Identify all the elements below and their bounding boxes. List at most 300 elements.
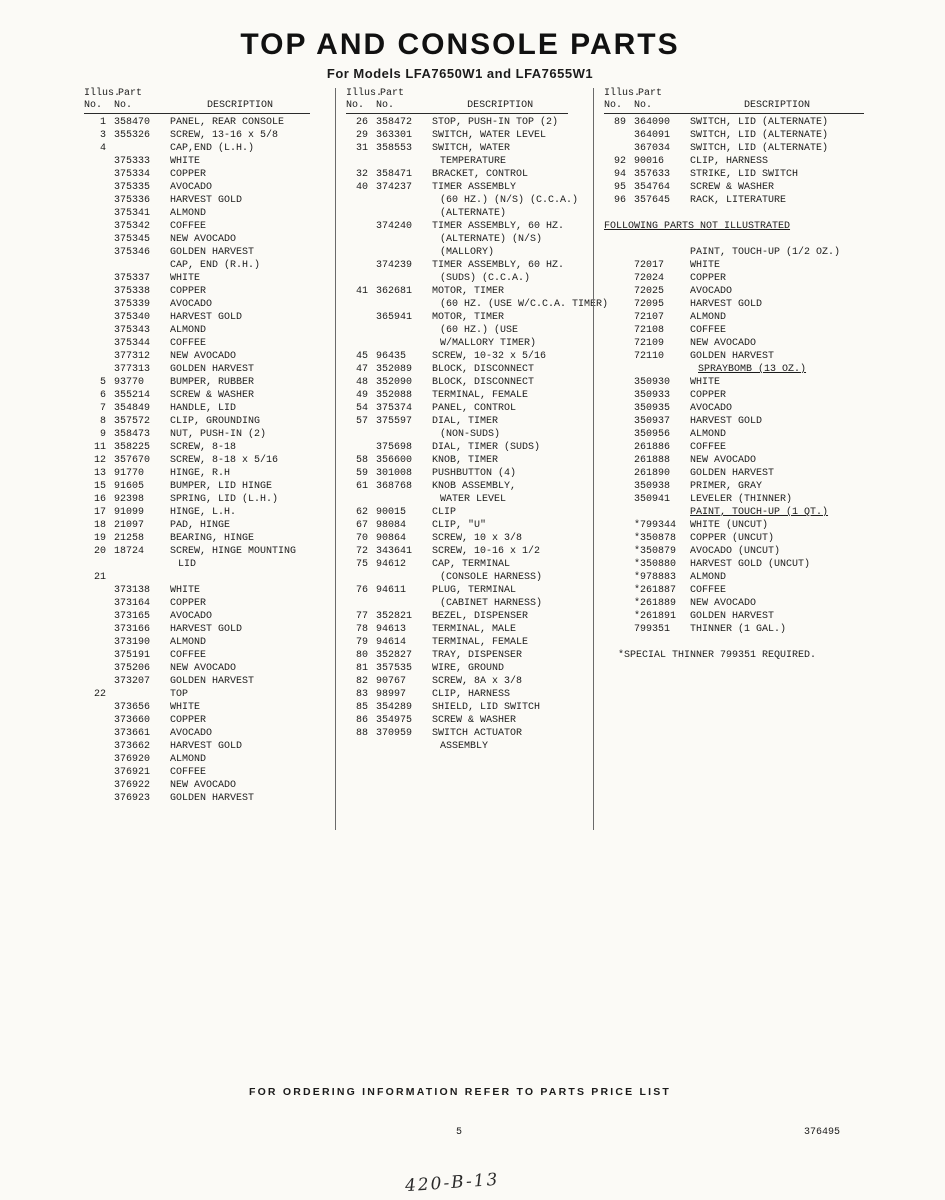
illus-no <box>346 246 376 259</box>
table-row <box>84 168 335 181</box>
description: WHITE <box>170 156 201 167</box>
document-number: 376495 <box>803 1127 840 1138</box>
table-row <box>84 441 335 454</box>
description: TOP <box>170 689 189 700</box>
table-row <box>84 480 335 493</box>
table-row <box>84 155 335 168</box>
part-no: 18724 <box>114 546 145 557</box>
illus-no: 94 <box>613 169 626 180</box>
illus-no <box>346 597 376 610</box>
part-no <box>376 571 432 584</box>
part-no: 375345 <box>114 234 151 245</box>
illus-no: 62 <box>355 507 368 518</box>
part-no: 375206 <box>114 663 151 674</box>
illus-no <box>604 506 634 519</box>
illus-no <box>84 337 114 350</box>
part-no: 376921 <box>114 767 151 778</box>
table-row <box>604 220 893 233</box>
description: DIAL, TIMER <box>432 416 499 427</box>
illus-no <box>84 662 114 675</box>
table-row <box>346 194 593 207</box>
illus-no <box>84 324 114 337</box>
table-row <box>84 259 335 272</box>
description: TERMINAL, FEMALE <box>432 637 529 648</box>
description: SCREW, 10-32 x 5/16 <box>432 351 547 362</box>
part-no: 375335 <box>114 182 151 193</box>
part-no <box>114 142 170 155</box>
table-row <box>84 727 335 740</box>
description: CLIP, HARNESS <box>432 689 511 700</box>
part-no: *350879 <box>634 546 677 557</box>
description: GOLDEN HARVEST <box>690 611 775 622</box>
table-row <box>346 402 593 415</box>
table-row <box>604 194 893 207</box>
illus-no: 3 <box>99 130 106 141</box>
part-no <box>376 233 432 246</box>
description: NEW AVOCADO <box>170 351 237 362</box>
illus-no: 32 <box>355 169 368 180</box>
illus-no: 75 <box>355 559 368 570</box>
table-row <box>346 714 593 727</box>
part-no: 350941 <box>634 494 671 505</box>
part-no: 358473 <box>114 429 151 440</box>
table-row <box>84 233 335 246</box>
description: STRIKE, LID SWITCH <box>690 169 799 180</box>
illus-no: 88 <box>355 728 368 739</box>
table-row <box>84 688 335 701</box>
header-part-label: Part <box>118 88 143 99</box>
table-row <box>346 597 593 610</box>
part-no: 364090 <box>634 117 671 128</box>
table-row <box>604 142 893 155</box>
header-no-label: No. <box>346 100 365 111</box>
table-row <box>84 285 335 298</box>
header-description-label: DESCRIPTION <box>467 100 534 111</box>
part-no <box>376 740 432 753</box>
description: GOLDEN HARVEST <box>170 247 255 258</box>
table-row <box>346 493 593 506</box>
description: AVOCADO <box>690 286 733 297</box>
part-no: 90864 <box>376 533 407 544</box>
table-row <box>604 623 893 636</box>
header-no-label: No. <box>114 100 133 111</box>
description: (CONSOLE HARNESS) <box>440 572 543 583</box>
table-row <box>84 220 335 233</box>
table-row <box>604 519 893 532</box>
part-no: 94614 <box>376 637 407 648</box>
illus-no <box>84 272 114 285</box>
part-no <box>376 428 432 441</box>
illus-no: 61 <box>355 481 368 492</box>
illus-no <box>84 636 114 649</box>
table-row <box>346 454 593 467</box>
table-row <box>346 428 593 441</box>
table-row <box>346 558 593 571</box>
illus-no: 13 <box>93 468 106 479</box>
parts-rows <box>604 116 893 662</box>
illus-no <box>604 610 634 623</box>
table-row <box>604 610 893 623</box>
table-row <box>84 623 335 636</box>
illus-no <box>604 272 634 285</box>
part-no <box>376 207 432 220</box>
part-no: 373165 <box>114 611 151 622</box>
description: TEMPERATURE <box>440 156 507 167</box>
part-no: 72109 <box>634 338 665 349</box>
illus-no <box>604 519 634 532</box>
part-no: 365941 <box>376 312 413 323</box>
parts-rows <box>84 116 335 805</box>
table-row <box>84 337 335 350</box>
illus-no: 16 <box>93 494 106 505</box>
part-no: 375342 <box>114 221 151 232</box>
part-no: 354289 <box>376 702 413 713</box>
part-no: 92398 <box>114 494 145 505</box>
description: HINGE, R.H <box>170 468 231 479</box>
description: COPPER <box>690 273 727 284</box>
table-row <box>84 766 335 779</box>
description: GOLDEN HARVEST <box>690 468 775 479</box>
description: CAP, TERMINAL <box>432 559 511 570</box>
table-row <box>346 207 593 220</box>
description: (60 HZ. (USE W/C.C.A. TIMER) <box>440 299 609 310</box>
table-row <box>84 506 335 519</box>
part-no: 352088 <box>376 390 413 401</box>
illus-no: 19 <box>93 533 106 544</box>
description: TRAY, DISPENSER <box>432 650 523 661</box>
table-row <box>346 727 593 740</box>
illus-no <box>604 480 634 493</box>
part-no: 373662 <box>114 741 151 752</box>
table-row <box>604 337 893 350</box>
part-no: 375340 <box>114 312 151 323</box>
description: NEW AVOCADO <box>170 234 237 245</box>
description: ALMOND <box>690 429 727 440</box>
illus-no <box>604 363 634 376</box>
table-row <box>346 584 593 597</box>
illus-no <box>346 428 376 441</box>
description: ALMOND <box>690 572 727 583</box>
part-no: 355214 <box>114 390 151 401</box>
illus-no <box>346 194 376 207</box>
part-no: 354975 <box>376 715 413 726</box>
part-no: 352090 <box>376 377 413 388</box>
description: PRIMER, GRAY <box>690 481 763 492</box>
table-row <box>604 129 893 142</box>
part-no: 376923 <box>114 793 151 804</box>
ordering-note: FOR ORDERING INFORMATION REFER TO PARTS PRICE LIST <box>248 1086 672 1098</box>
table-row <box>604 467 893 480</box>
table-row <box>604 311 893 324</box>
part-no: 350956 <box>634 429 671 440</box>
description: AVOCADO <box>690 403 733 414</box>
illus-no <box>604 532 634 545</box>
part-no <box>114 259 170 272</box>
table-row <box>604 428 893 441</box>
illus-no: 82 <box>355 676 368 687</box>
part-no: 355326 <box>114 130 151 141</box>
illus-no <box>604 337 634 350</box>
part-no: 375338 <box>114 286 151 297</box>
illus-no: 59 <box>355 468 368 479</box>
part-no <box>634 363 690 376</box>
part-no: 357633 <box>634 169 671 180</box>
description: (60 HZ.) (USE <box>440 325 519 336</box>
part-no: 357535 <box>376 663 413 674</box>
illus-no <box>84 610 114 623</box>
description: HARVEST GOLD <box>690 299 763 310</box>
table-row <box>346 441 593 454</box>
header-no-label: No. <box>634 100 653 111</box>
table-row <box>346 376 593 389</box>
illus-no <box>346 298 376 311</box>
part-no: 354764 <box>634 182 671 193</box>
table-row <box>84 649 335 662</box>
illus-no <box>84 259 114 272</box>
illus-no <box>604 545 634 558</box>
table-row <box>604 558 893 571</box>
table-row <box>604 116 893 129</box>
description: SCREW, 8A x 3/8 <box>432 676 523 687</box>
part-no: 375337 <box>114 273 151 284</box>
part-no: 96435 <box>376 351 407 362</box>
table-row <box>84 246 335 259</box>
description: HARVEST GOLD <box>170 312 243 323</box>
part-no: 375346 <box>114 247 151 258</box>
illus-no <box>346 233 376 246</box>
part-no: 373656 <box>114 702 151 713</box>
header-part-label: Part <box>380 88 405 99</box>
header-description-label: DESCRIPTION <box>744 100 811 111</box>
table-row <box>604 389 893 402</box>
description: CAP, END (R.H.) <box>170 260 261 271</box>
illus-no <box>346 220 376 233</box>
illus-no <box>346 311 376 324</box>
table-row <box>84 662 335 675</box>
part-no <box>376 155 432 168</box>
description: SCREW & WASHER <box>432 715 517 726</box>
part-no: 72107 <box>634 312 665 323</box>
table-row <box>84 142 335 155</box>
illus-no <box>84 649 114 662</box>
table-row <box>604 298 893 311</box>
table-row <box>84 298 335 311</box>
illus-no <box>84 753 114 766</box>
part-no: 21097 <box>114 520 145 531</box>
table-row <box>84 181 335 194</box>
part-no: 377312 <box>114 351 151 362</box>
part-no: 373138 <box>114 585 151 596</box>
table-row <box>604 649 893 662</box>
illus-no <box>84 155 114 168</box>
illus-no: 83 <box>355 689 368 700</box>
description: SCREW, 8-18 x 5/16 <box>170 455 279 466</box>
column-header-line1 <box>84 88 310 100</box>
illus-no: 77 <box>355 611 368 622</box>
illus-no: 70 <box>355 533 368 544</box>
illus-no: 72 <box>355 546 368 557</box>
part-no: 72024 <box>634 273 665 284</box>
part-no: 368768 <box>376 481 413 492</box>
illus-no <box>84 597 114 610</box>
part-no: 358470 <box>114 117 151 128</box>
table-row <box>84 558 335 571</box>
description: STOP, PUSH-IN TOP (2) <box>432 117 559 128</box>
illus-no: 80 <box>355 650 368 661</box>
part-no: 374239 <box>376 260 413 271</box>
description: AVOCADO <box>170 299 213 310</box>
table-row <box>346 285 593 298</box>
description: ALMOND <box>170 637 207 648</box>
part-no: 90016 <box>634 156 665 167</box>
illus-no <box>604 129 634 142</box>
table-row <box>346 623 593 636</box>
illus-no <box>84 298 114 311</box>
table-row <box>604 363 893 376</box>
part-no: 90767 <box>376 676 407 687</box>
part-no: *261887 <box>634 585 677 596</box>
illus-no: 57 <box>355 416 368 427</box>
part-no: 376920 <box>114 754 151 765</box>
illus-no: 45 <box>355 351 368 362</box>
illus-no: 40 <box>355 182 368 193</box>
illus-no <box>346 155 376 168</box>
table-row <box>346 545 593 558</box>
column-header <box>84 88 310 114</box>
part-no: 375334 <box>114 169 151 180</box>
illus-no: 7 <box>99 403 106 414</box>
table-row <box>84 545 335 558</box>
description: AVOCADO (UNCUT) <box>690 546 781 557</box>
part-no: 352089 <box>376 364 413 375</box>
description: NEW AVOCADO <box>170 663 237 674</box>
table-row <box>346 324 593 337</box>
parts-column-1 <box>80 88 335 830</box>
table-row <box>346 181 593 194</box>
part-no <box>376 493 432 506</box>
description: COPPER <box>170 598 207 609</box>
column-header <box>604 88 864 114</box>
illus-no <box>604 285 634 298</box>
description: KNOB, TIMER <box>432 455 499 466</box>
part-no: *350880 <box>634 559 677 570</box>
table-row <box>84 402 335 415</box>
description: COPPER <box>170 169 207 180</box>
description: CLIP, "U" <box>432 520 487 531</box>
description: NUT, PUSH-IN (2) <box>170 429 267 440</box>
table-row <box>604 493 893 506</box>
part-no: 375597 <box>376 416 413 427</box>
table-row <box>84 129 335 142</box>
table-row <box>346 155 593 168</box>
description: ALMOND <box>170 325 207 336</box>
part-no: 352821 <box>376 611 413 622</box>
description: WHITE <box>170 273 201 284</box>
description: (NON-SUDS) <box>440 429 501 440</box>
part-no: 358472 <box>376 117 413 128</box>
table-row <box>604 168 893 181</box>
part-no: 91099 <box>114 507 145 518</box>
description: SCREW, HINGE MOUNTING <box>170 546 297 557</box>
part-no: 261888 <box>634 455 671 466</box>
header-part-label: Part <box>638 88 663 99</box>
part-no: 373207 <box>114 676 151 687</box>
table-row <box>346 649 593 662</box>
description: MOTOR, TIMER <box>432 312 505 323</box>
illus-no: 12 <box>93 455 106 466</box>
illus-no <box>604 571 634 584</box>
illus-no: 11 <box>93 442 106 453</box>
part-no: 375698 <box>376 442 413 453</box>
illus-no <box>84 623 114 636</box>
illus-no <box>604 298 634 311</box>
part-no: 98084 <box>376 520 407 531</box>
description: SWITCH, WATER <box>432 143 511 154</box>
table-row <box>84 779 335 792</box>
description: SWITCH, LID (ALTERNATE) <box>690 117 829 128</box>
part-no: 364091 <box>634 130 671 141</box>
description: COPPER (UNCUT) <box>690 533 775 544</box>
table-row <box>604 285 893 298</box>
illus-no <box>84 285 114 298</box>
table-row <box>346 220 593 233</box>
description: PUSHBUTTON (4) <box>432 468 517 479</box>
part-no: 91770 <box>114 468 145 479</box>
illus-no: 96 <box>613 195 626 206</box>
part-no <box>376 324 432 337</box>
description: WHITE <box>690 260 721 271</box>
part-no: 375333 <box>114 156 151 167</box>
illus-no: 5 <box>99 377 106 388</box>
part-no: 357572 <box>114 416 151 427</box>
illus-no <box>604 402 634 415</box>
header-illus-label: Illus. <box>84 88 121 99</box>
table-row <box>346 311 593 324</box>
description: TIMER ASSEMBLY, 60 HZ. <box>432 221 565 232</box>
table-row <box>84 350 335 363</box>
illus-no <box>604 558 634 571</box>
description: PLUG, TERMINAL <box>432 585 517 596</box>
description: HARVEST GOLD (UNCUT) <box>690 559 811 570</box>
part-no: 357645 <box>634 195 671 206</box>
illus-no <box>84 779 114 792</box>
table-row <box>604 454 893 467</box>
illus-no <box>346 740 376 753</box>
table-row <box>84 493 335 506</box>
part-no: 374237 <box>376 182 413 193</box>
description: SWITCH, LID (ALTERNATE) <box>690 130 829 141</box>
part-no: 370959 <box>376 728 413 739</box>
part-no: 94613 <box>376 624 407 635</box>
description: BEARING, HINGE <box>170 533 255 544</box>
illus-no <box>604 597 634 610</box>
table-row <box>346 467 593 480</box>
table-row <box>346 506 593 519</box>
description: BLOCK, DISCONNECT <box>432 364 535 375</box>
description: SCREW, 13-16 x 5/8 <box>170 130 279 141</box>
part-no: 354849 <box>114 403 151 414</box>
description: PANEL, CONTROL <box>432 403 517 414</box>
part-no <box>376 272 432 285</box>
table-row <box>346 688 593 701</box>
part-no <box>376 246 432 259</box>
table-row <box>84 675 335 688</box>
illus-no: 4 <box>99 143 106 154</box>
illus-no: 26 <box>355 117 368 128</box>
illus-no: 15 <box>93 481 106 492</box>
table-row <box>84 311 335 324</box>
part-no: *978883 <box>634 572 677 583</box>
